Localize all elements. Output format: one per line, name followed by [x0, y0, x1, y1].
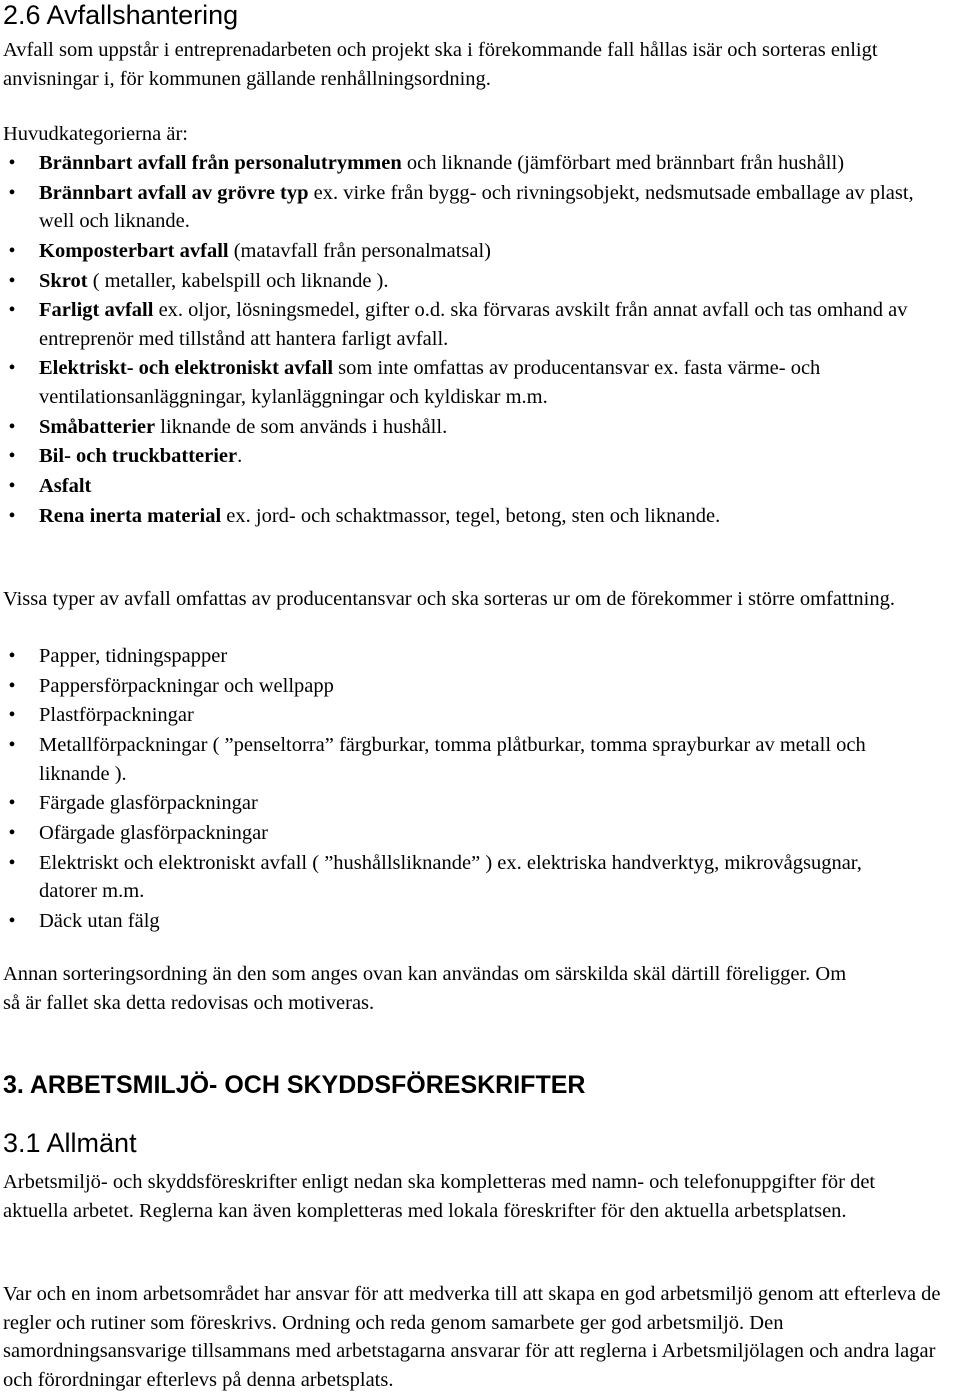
item-text: Färgade glasförpackningar — [39, 792, 258, 815]
list-item — [3, 789, 903, 818]
list-item — [3, 179, 943, 236]
list-item — [3, 502, 943, 531]
item-text: Däck utan fälg — [39, 909, 160, 932]
item-text: och liknande (jämförbart med brännbart från hushåll) — [401, 152, 845, 174]
item-bold-label: Brännbart avfall från personalutrymmen — [39, 152, 402, 174]
bullet-icon: • — [8, 415, 16, 438]
bullet-icon: • — [8, 269, 16, 292]
item-bold-label: Rena inerta material — [39, 504, 222, 527]
list-item — [3, 354, 943, 411]
bullet-icon: • — [8, 475, 16, 497]
list-item — [3, 819, 903, 848]
item-text: Elektriskt och elektroniskt avfall ( ”hushållsliknande” ) ex. elektriska handverktyg, mikrovågsugnar, datorer m.m. — [39, 851, 862, 903]
item-text: ex. jord- och schaktmassor, tegel, betong, sten och liknande. — [221, 504, 721, 527]
producer-list — [3, 642, 903, 937]
item-bold-label: Bil- och truckbatterier — [39, 445, 238, 468]
item-text: ex. oljor, lösningsmedel, gifter o.d. ska förvaras avskilt från annat avfall och tas omhand av entreprenör med tillstånd att hantera farligt avfall. — [39, 299, 908, 350]
other-sorting-paragraph: Annan sorteringsordning än den som anges ovan kan användas om särskilda skäl därtill föreligger. Om så är fallet ska detta redovisas och motiveras. — [3, 963, 847, 1014]
bullet-icon: • — [8, 851, 16, 874]
section-heading-3: 3. ARBETSMILJÖ- OCH SKYDDSFÖRESKRIFTER — [3, 1071, 586, 1099]
item-bold-label: Farligt avfall — [39, 299, 154, 322]
intro-paragraph: Avfall som uppstår i entreprenadarbeten och projekt ska i förekommande fall hållas isär och sorteras enligt anvisningar i, för kommunen gällande renhållningsordning. — [3, 39, 878, 90]
item-bold-label: Asfalt — [39, 475, 92, 497]
item-text: som inte omfattas av producentansvar ex. fasta värme- och ventilationsanläggningar, kylanläggningar och kyldiskar m.m. — [39, 357, 821, 408]
bullet-icon: • — [8, 674, 16, 697]
bullet-icon: • — [8, 152, 16, 174]
item-text: Plastförpackningar — [39, 704, 194, 727]
main-categories-list — [3, 149, 943, 531]
bullet-icon: • — [8, 792, 16, 815]
item-text: Pappersförpackningar och wellpapp — [39, 674, 334, 697]
list-item — [3, 267, 943, 296]
list-item — [3, 237, 943, 266]
bullet-icon: • — [8, 181, 16, 204]
bullet-icon: • — [8, 299, 16, 322]
bullet-icon: • — [8, 504, 16, 527]
item-text: Metallförpackningar ( ”penseltorra” färgburkar, tomma plåtburkar, tomma sprayburkar av metall och liknande ). — [39, 734, 866, 785]
item-text: liknande de som används i hushåll. — [155, 415, 448, 438]
list-item — [3, 907, 903, 936]
bullet-icon: • — [8, 239, 16, 262]
list-item — [3, 472, 943, 501]
item-text: ex. virke från bygg- och rivningsobjekt, nedsmutsade emballage av plast, well och liknande. — [39, 181, 914, 233]
list-item — [3, 672, 903, 701]
bullet-icon: • — [8, 909, 16, 932]
general-paragraph-2: Var och en inom arbetsområdet har ansvar för att medverka till att skapa en god arbetsmiljö genom att efterleva de regler och rutiner som föreskrivs. Ordning och reda genom samarbete ger god arbetsmiljö. Den samordningsansvarige tillsammans med arbetstagarna ansvarar för att reglerna i Arbetsmiljölagen och andra lagar och förordningar efterlevs på denna arbetsplats. — [3, 1283, 941, 1391]
list-item — [3, 442, 943, 471]
bullet-icon: • — [8, 645, 16, 667]
list-item — [3, 296, 943, 353]
list-item — [3, 701, 903, 730]
bullet-icon: • — [8, 734, 16, 757]
item-text: Papper, tidningspapper — [39, 645, 228, 667]
item-bold-label: Småbatterier — [39, 415, 156, 438]
list-item — [3, 413, 943, 442]
list-item — [3, 731, 903, 788]
item-text: Ofärgade glasförpackningar — [39, 821, 269, 844]
general-paragraph-1: Arbetsmiljö- och skyddsföreskrifter enligt nedan ska kompletteras med namn- och telefonuppgifter för det aktuella arbetet. Reglerna kan även kompletteras med lokala föreskrifter för den aktuella arbetsplatsen. — [3, 1171, 876, 1222]
item-text: (matavfall från personalmatsal) — [228, 239, 492, 262]
item-bold-label: Skrot — [39, 269, 88, 292]
item-bold-label: Brännbart avfall av grövre typ — [39, 181, 309, 204]
section-heading-3-1: 3.1 Allmänt — [3, 1128, 137, 1158]
producer-paragraph: Vissa typer av avfall omfattas av producentansvar och ska sorteras ur om de förekommer i större omfattning. — [3, 588, 895, 610]
item-bold-label: Elektriskt- och elektroniskt avfall — [39, 357, 334, 380]
item-bold-label: Komposterbart avfall — [39, 239, 229, 262]
list-item — [3, 149, 943, 178]
bullet-icon: • — [8, 704, 16, 727]
bullet-icon: • — [8, 821, 16, 844]
main-categories-label: Huvudkategorierna är: — [3, 123, 188, 145]
item-text: . — [237, 445, 243, 468]
section-heading-2-6: 2.6 Avfallshantering — [3, 0, 239, 30]
bullet-icon: • — [8, 357, 16, 380]
bullet-icon: • — [8, 445, 16, 468]
list-item — [3, 642, 903, 671]
item-text: ( metaller, kabelspill och liknande ). — [87, 269, 389, 292]
list-item — [3, 849, 903, 906]
